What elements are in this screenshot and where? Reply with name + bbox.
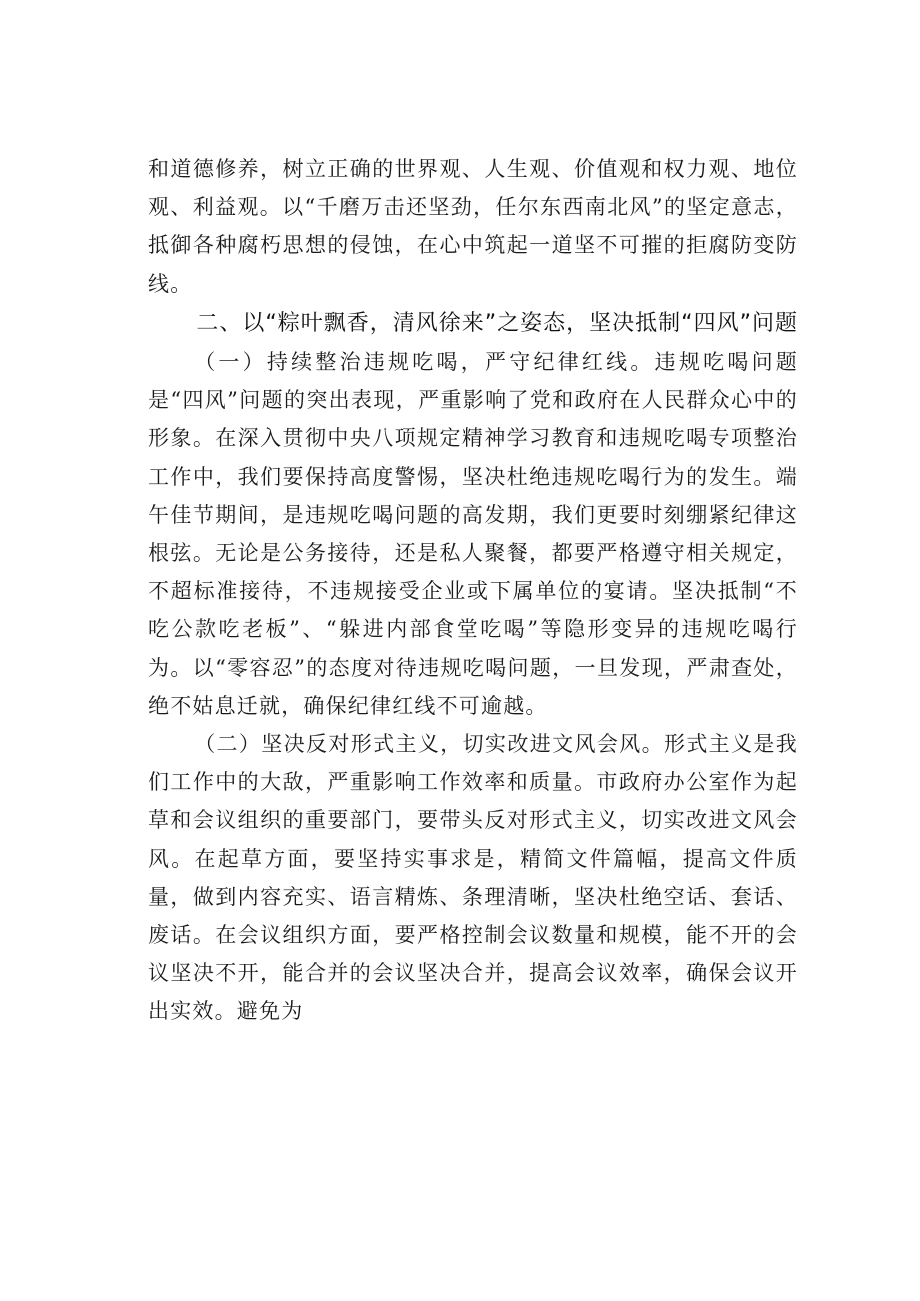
section-heading-2: 二、以“粽叶飘香，清风徐来”之姿态，坚决抵制“四风”问题 <box>196 310 798 336</box>
document-body <box>148 150 798 1031</box>
paragraph-continued: 和道德修养，树立正确的世界观、人生观、价值观和权力观、地位观、利益观。以“千磨万击还坚劲，任尔东西南北风”的坚定意志，抵御各种腐朽思想的侵蚀，在心中筑起一道坚不可摧的拒腐防变防线。 <box>148 157 798 296</box>
paragraph-subsection-1: （一）持续整治违规吃喝，严守纪律红线。违规吃喝问题是“四风”问题的突出表现，严重影响了党和政府在人民群众心中的形象。在深入贯彻中央八项规定精神学习教育和违规吃喝专项整治工作中，我们要保持高度警惕，坚决杜绝违规吃喝行为的发生。端午佳节期间，是违规吃喝问题的高发期，我们更要时刻绷紧纪律这根弦。无论是公务接待，还是私人聚餐，都要严格遵守相关规定，不超标准接待，不违规接受企业或下属单位的宴请。坚决抵制“不吃公款吃老板”、“躲进内部食堂吃喝”等隐形变异的违规吃喝行为。以“零容忍”的态度对待违规吃喝问题，一旦发现，严肃查处，绝不姑息迁就，确保纪律红线不可逾越。 <box>148 350 798 718</box>
paragraph-subsection-2: （二）坚决反对形式主义，切实改进文风会风。形式主义是我们工作中的大敌，严重影响工作效率和质量。市政府办公室作为起草和会议组织的重要部门，要带头反对形式主义，切实改进文风会风。在起草方面，要坚持实事求是，精简文件篇幅，提高文件质量，做到内容充实、语言精炼、条理清晰，坚决杜绝空话、套话、废话。在会议组织方面，要严格控制会议数量和规模，能不开的会议坚决不开，能合并的会议坚决合并，提高会议效率，确保会议开出实效。避免为 <box>148 732 798 1024</box>
